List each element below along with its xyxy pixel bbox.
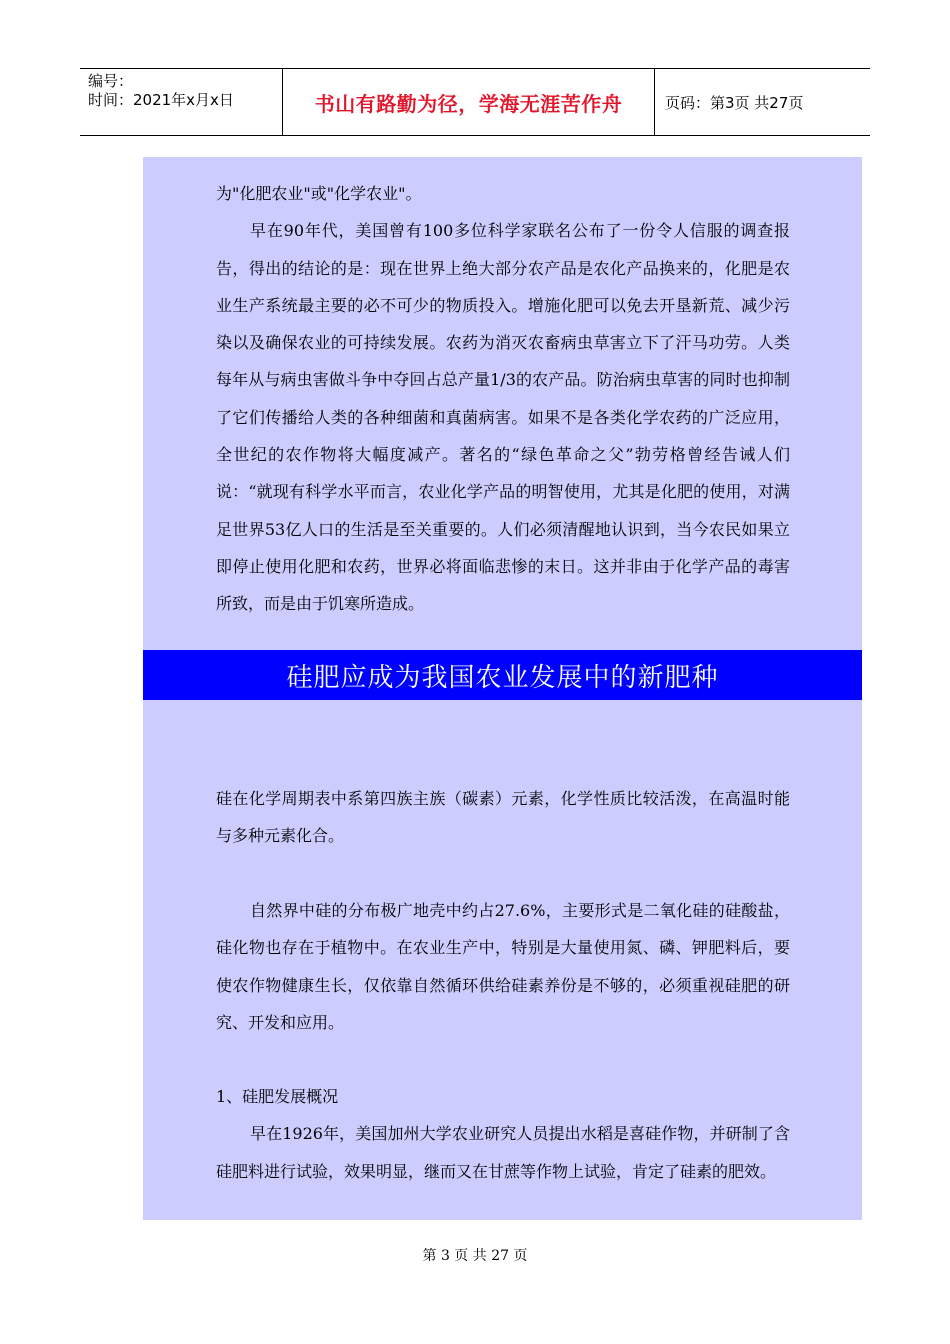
- text-block-1: [216, 175, 790, 623]
- page-header: [80, 68, 870, 136]
- header-motto: 书山有路勤为径，学海无涯苦作舟: [314, 91, 623, 116]
- section-title-band: [143, 650, 862, 700]
- paragraph-1: 为"化肥农业"或"化学农业"。: [216, 184, 422, 203]
- paragraph-4-block: [216, 892, 790, 1041]
- header-page-info: 页码：第3页 共27页: [665, 93, 804, 112]
- paragraph-2: 早在90年代，美国曾有100多位科学家联名公布了一份令人信服的调查报告，得出的结论的是：现在世界上绝大部分农产品是农化产品换来的，化肥是农业生产系统最主要的必不可少的物质投入。增施化肥可以免去开垦新荒、减少污染以及确保农业的可持续发展。农药为消灭农畜病虫草害立下了汗马功劳。人类每年从与病虫害做斗争中夺回占总产量1/3的农产品。防治病虫草害的同时也抑制了它们传播给人类的各种细菌和真菌病害。如果不是各类化学农药的广泛应用，全世纪的农作物将大幅度减产。著名的“绿色革命之父”勃劳格曾经告诫人们说：“就现有科学水平而言，农业化学产品的明智使用，尤其是化肥的使用，对满足世界53亿人口的生活是至关重要的。人们必须清醒地认识到，当今农民如果立即停止使用化肥和农药，世界必将面临悲惨的末日。这并非由于化学产品的毒害所致，而是由于饥寒所造成。: [216, 221, 790, 614]
- header-meta: [80, 69, 282, 135]
- paragraph-4: 自然界中硅的分布极广地壳中约占27.6%，主要形式是二氧化硅的硅酸盐，硅化物也存在于植物中。在农业生产中，特别是大量使用氮、磷、钾肥料后，要使农作物健康生长，仅依靠自然循环供给硅素养份是不够的，必须重视硅肥的研究、开发和应用。: [216, 901, 790, 1032]
- header-page-info-cell: [655, 69, 870, 135]
- page-footer: [0, 1245, 950, 1265]
- footer-page-number: 第 3 页 共 27 页: [422, 1248, 528, 1264]
- section-title: 硅肥应成为我国农业发展中的新肥种: [286, 662, 719, 693]
- subheading: 1、硅肥发展概况: [216, 1087, 339, 1106]
- subsection-block: [216, 1078, 790, 1190]
- number-label: 编号：: [88, 72, 134, 90]
- paragraph-5: 早在1926年，美国加州大学农业研究人员提出水稻是喜硅作物，并研制了含硅肥料进行试验，效果明显，继而又在甘蔗等作物上试验，肯定了硅素的肥效。: [216, 1124, 790, 1181]
- paragraph-3-block: [216, 780, 790, 855]
- paragraph-3: 硅在化学周期表中系第四族主族（碳素）元素，化学性质比较活泼，在高温时能与多种元素化合。: [216, 789, 790, 846]
- time-label: 时间：2021年x月x日: [88, 91, 234, 109]
- header-motto-cell: [282, 69, 655, 135]
